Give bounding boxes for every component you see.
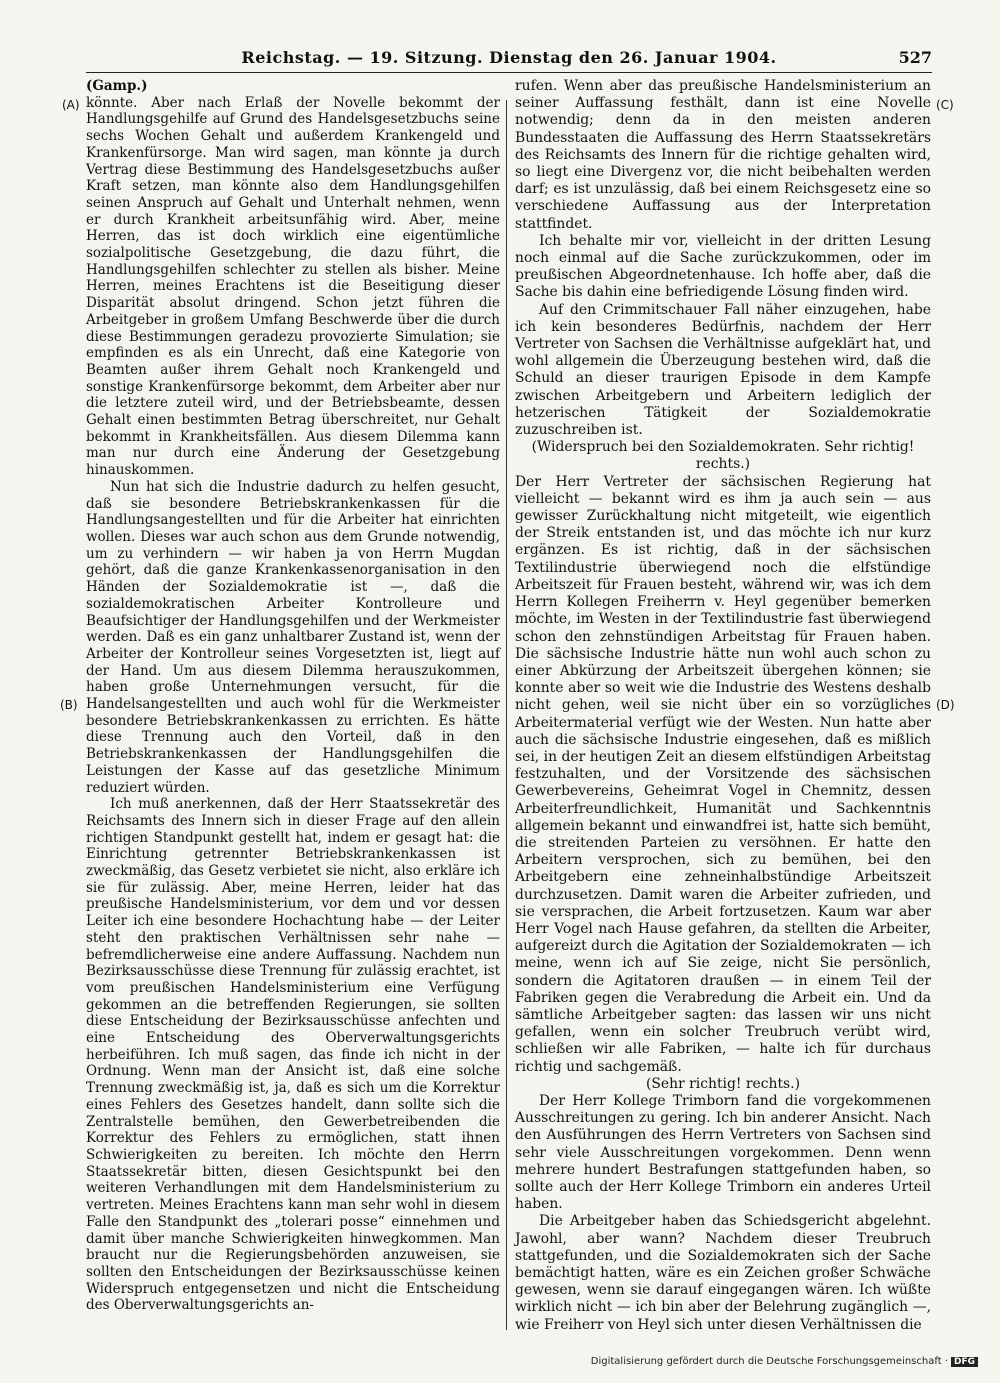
right-paragraph-5: Der Herr Kollege Trimborn fand die vorgekommenen Ausschreitungen zu gering. Ich bin anderer Ansicht. Nach den Ausführungen des Herrn Vertreters von Sachsen sind sehr viele Ausschreitungen vorgekommen. Denn wenn mehrere hundert Bestrafungen stattgefunden haben, so sollte auch der Herr Kollege Trimborn ein anderes Urteil haben.: [515, 1092, 931, 1213]
interjection-1: (Widerspruch bei den Sozialdemokraten. Sehr richtig! rechts.): [531, 439, 915, 473]
header-title: Reichstag. — 19. Sitzung. Dienstag den 26. Januar 1904.: [241, 48, 777, 67]
right-paragraph-6: Die Arbeitgeber haben das Schiedsgericht abgelehnt. Jawohl, aber wann? Nachdem dieser Treubruch stattgefunden, und die Sozialdemokraten sich der Sache bemächtigt hatten, wäre es ein Zeichen großer Schwäche gewesen, wenn sie darauf eingegangen wären. Ich wüßte wirklich nicht — ich bin aber der Belehrung zugänglich —, wie Freiherr von Heyl sich unter diesen Verhältnissen die: [515, 1213, 931, 1333]
speaker-label: (Gamp.): [86, 78, 148, 94]
right-paragraph-1: rufen. Wenn aber das preußische Handelsministerium an seiner Auffassung festhält, dann ist eine Novelle notwendig; denn da in den meisten anderen Bundesstaaten die Auffassung des Herrn Staatssekretärs des Reichsamts des Innern für die richtige gehalten wird, so liegt eine Divergenz vor, die nicht beibehalten werden darf; es ist unzulässig, daß bei einem Reichsgesetz eine so verschiedene Auffassung aus der Interpretation stattfindet.: [515, 78, 931, 232]
right-paragraph-3: Auf den Crimmitschauer Fall näher einzugehen, habe ich kein besonderes Bedürfnis, nachdem der Herr Vertreter von Sachsen die Verhältnisse aufgeklärt hat, und wohl allgemein die Überzeugung bestehen wird, daß die Schuld an dieser traurigen Episode in dem Kampfe zwischen Arbeitgebern und Arbeitern lediglich der hetzerischen Tätigkeit der Sozialdemokratie zuzuschreiben ist.: [515, 301, 931, 439]
interjection-2: (Sehr richtig! rechts.): [645, 1075, 800, 1092]
margin-mark-c: (C): [936, 98, 954, 112]
left-column: [86, 78, 500, 1314]
footer-text: Digitalisierung gefördert durch die Deutsche Forschungsgemeinschaft ·: [590, 1356, 948, 1367]
page-number: 527: [898, 48, 932, 67]
margin-mark-a: (A): [62, 98, 80, 112]
right-paragraph-4: Der Herr Vertreter der sächsischen Regierung hat vielleicht — bekannt wird es ihm ja auch sein — aus gewisser Zurückhaltung nicht mitgeteilt, wie eigentlich der Streik entstanden ist, und das möchte ich nur kurz ergänzen. Es ist richtig, daß in der sächsischen Textilindustrie überwiegend noch die elfstündige Arbeitszeit für Frauen besteht, während wir, was ich dem Herrn Kollegen Freiherrn v. Heyl gegenüber bemerken möchte, im Westen in der Textilindustrie fast überwiegend schon den zehnstündigen Arbeitstag für Frauen haben. Die sächsische Industrie hätte nun wohl auch schon zu einer Abkürzung der Arbeitszeit übergehen können; sie konnte aber so weit wie die Industrie des Westens deshalb nicht gehen, weil sie nicht über ein so vorzügliches Arbeitermaterial verfügt wie der Westen. Nun hatte aber auch die sächsische Industrie eingesehen, daß es mißlich sei, in der heutigen Zeit an diesem elfstündigen Arbeitstag festzuhalten, und der Vorsitzende des sächsischen Gewerbevereins, Geheimrat Vogel in Chemnitz, dessen Arbeiterfreundlichkeit, Humanität und Sachkenntnis allgemein bekannt und einwandfrei ist, hatte sich bemüht, die streitenden Parteien zu versöhnen. Er hatte den Arbeitern versprochen, sich zu bemühen, bei den Arbeitgebern eine zehneinhalbstündige Arbeitszeit durchzusetzen. Damit waren die Arbeiter zufrieden, und sie versprachen, die Arbeit fortzusetzen. Kaum war aber Herr Vogel nach Hause gefahren, da stellten die Arbeiter, aufgereizt durch die Agitation der Sozialdemokraten — ich meine, wenn ich auf Sie zeige, nicht Sie persönlich, sondern die Agitatoren draußen — in einem Teil der Fabriken gegen die Verabredung die Arbeit ein. Und da sämtliche Arbeitgeber sagten: das lassen wir uns nicht gefallen, wenn ein solcher Treubruch verübt wird, schließen wir alle Fabriken, — halte ich für durchaus richtig und sachgemäß.: [515, 473, 931, 1075]
page-footer: [591, 1356, 978, 1367]
page-header: [86, 48, 932, 73]
margin-mark-d: (D): [936, 698, 955, 712]
column-divider: [506, 100, 507, 1330]
right-paragraph-2: Ich behalte mir vor, vielleicht in der dritten Lesung noch einmal auf die Sache zurückzukommen, oder im preußischen Abgeordnetenhause. Ich hoffe aber, daß die Sache bis dahin eine befriedigende Lösung finden wird.: [515, 232, 931, 301]
left-paragraph-2: Nun hat sich die Industrie dadurch zu helfen gesucht, daß sie besondere Betriebskrankenkassen für die Handlungsangestellten und für die Arbeiter hat einrichten wollen. Dieses war auch schon aus dem Grunde notwendig, um zu verhindern — wir haben ja von Herrn Mugdan gehört, daß die ganze Krankenkassenorganisation in den Händen der Sozialdemokratie ist —, daß die sozialdemokratischen Arbeiter Kontrolleure und Beaufsichtiger der Handlungsgehilfen und der Werkmeister werden. Daß es ein ganz unhaltbarer Zustand ist, wenn der Arbeiter der Kontrolleur seines Vorgesetzten ist, liegt auf der Hand. Um aus diesem Dilemma herauszukommen, haben große Unternehmungen versucht, für die Handelsangestellten und auch wohl für die Werkmeister besondere Betriebskrankenkassen zu errichten. Es hätte diese Trennung auch den Vorteil, daß in den Betriebskrankenkassen der Handlungsgehilfen die Leistungen der Kasse auf das gesetzliche Minimum reduziert würden.: [86, 478, 500, 796]
margin-mark-b: (B): [60, 698, 78, 712]
right-column: [515, 78, 931, 1334]
left-paragraph-3: Ich muß anerkennen, daß der Herr Staatssekretär des Reichsamts des Innern sich in dieser Frage auf den allein richtigen Standpunkt gestellt hat, indem er gesagt hat: die Einrichtung getrennter Betriebskrankenkassen ist zweckmäßig, das Gesetz verbietet sie nicht, also erkläre ich sie für zulässig. Aber, meine Herren, leider hat das preußische Handelsministerium, vor dem und vor dessen Leiter ich eine besondere Hochachtung habe — der Leiter steht den praktischen Verhältnissen sehr nahe — befremdlicherweise eine andere Auffassung. Nachdem nun Bezirksausschüsse diese Trennung für zulässig erachtet, ist vom preußischen Handelsministerium eine Verfügung gekommen an die betreffenden Regierungen, sie sollten diese Entscheidung der Bezirksausschüsse anfechten und eine Entscheidung des Oberverwaltungsgerichts herbeiführen. Ich muß sagen, das finde ich nicht in der Ordnung. Wenn man der Ansicht ist, daß eine solche Trennung zweckmäßig ist, ja, daß es sich um die Korrektur eines Fehlers des Gesetzes handelt, dann sollte sich die Zentralstelle bemühen, den Gewerbetreibenden die Korrektur des Fehlers zu ermöglichen, statt ihnen Schwierigkeiten zu bereiten. Ich möchte den Herrn Staatssekretär bitten, diesen Gesichtspunkt bei den weiteren Verhandlungen mit dem Handelsministerium zu vertreten. Meines Erachtens kann man sehr wohl in diesem Falle den Standpunkt des „tolerari posse“ einnehmen und damit über manche Schwierigkeiten hinwegkommen. Man braucht nur die Regierungsbehörden anzuweisen, sie sollten den Entscheidungen der Bezirksausschüsse keinen Widerspruch entgegensetzen und nicht die Entscheidung des Oberverwaltungsgerichts an-: [86, 796, 500, 1314]
left-paragraph-1: könnte. Aber nach Erlaß der Novelle bekommt der Handlungsgehilfe auf Grund des Handelsgesetzbuchs seine sechs Wochen Gehalt und außerdem Krankengeld und Krankenfürsorge. Man wird sagen, man könnte ja durch Vertrag diese Bestimmung des Handelsgesetzbuchs außer Kraft setzen, man könnte also dem Handlungsgehilfen seinen Anspruch auf Gehalt und Unterhalt nehmen, wenn er durch Krankheit arbeitsunfähig wird. Aber, meine Herren, das ist doch wirklich eine eigentümliche sozialpolitische Gesetzgebung, die dazu führt, die Handlungsgehilfen schlechter zu stellen als bisher. Meine Herren, meines Erachtens ist die Beseitigung dieser Disparität absolut dringend. Schon jetzt führen die Arbeitgeber in großem Umfang Beschwerde über die durch diese Bestimmungen geradezu provozierte Simulation; sie empfinden es als ein Unrecht, daß eine Kategorie von Beamten außer ihrem Gehalt noch Krankengeld und sonstige Krankenfürsorge bekommt, dem Arbeiter aber nur die letztere zuteil wird, und der Betriebsbeamte, dessen Gehalt einen bestimmten Betrag überschreitet, nur Gehalt bekommt in Krankheitsfällen. Aus diesem Dilemma kann man nur durch eine Änderung der Gesetzgebung hinauskommen.: [86, 94, 500, 479]
dfg-logo: DFG: [951, 1357, 978, 1367]
